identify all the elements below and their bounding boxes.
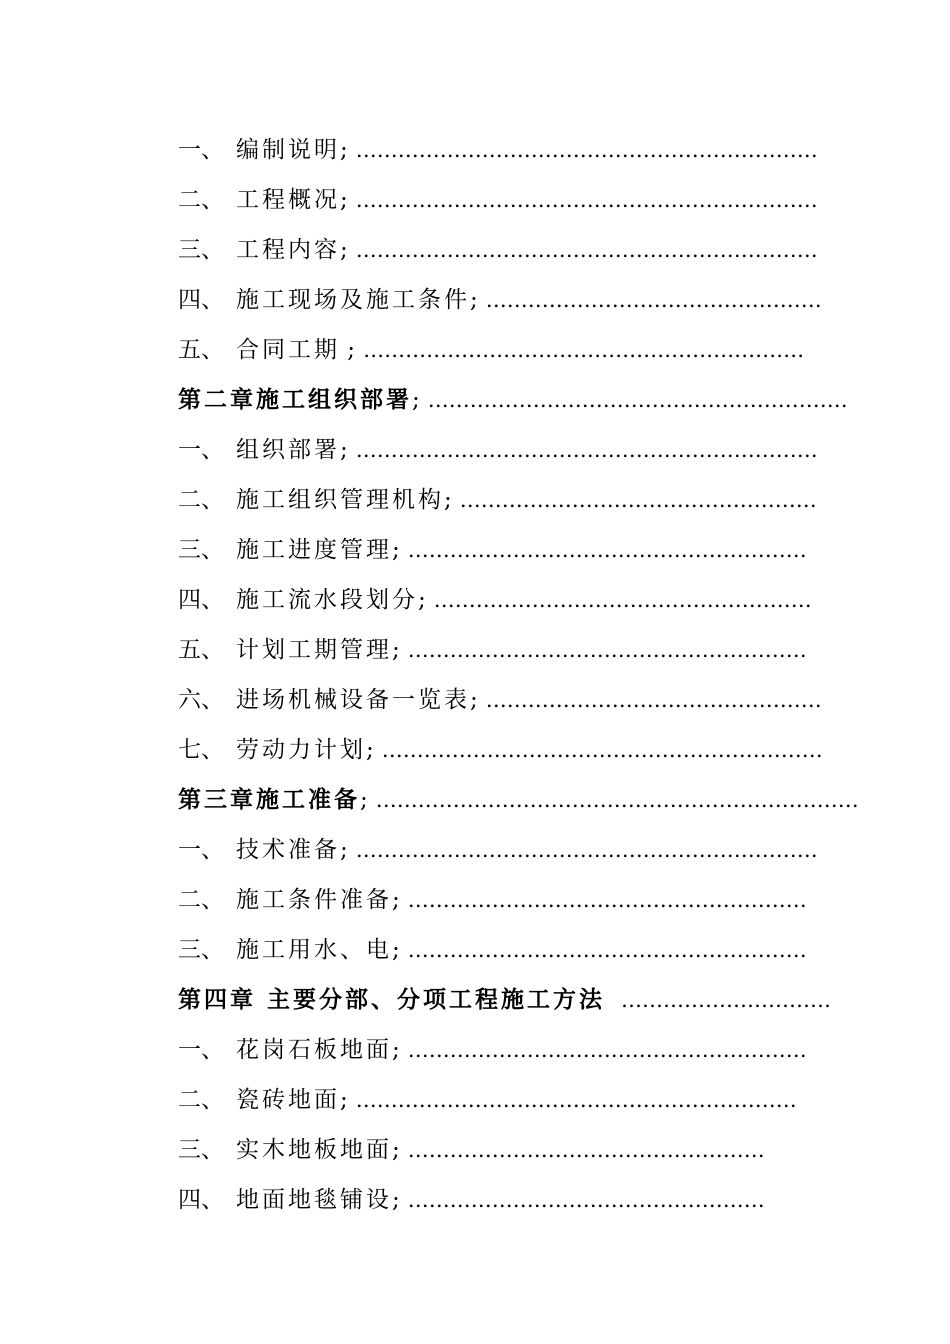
toc-entry-separator: ; [340,1087,348,1113]
toc-entry-number: 一、 [178,137,224,163]
toc-entry [178,678,822,728]
toc-entry-leader: ……………………………………………………… [363,338,805,362]
toc-entry-leader: ………………………………………………… [407,538,807,562]
toc-entry-title: 施工流水段划分 [236,587,418,613]
toc-entry-number: 五、 [178,637,224,663]
toc-entry [178,1028,807,1078]
toc-entry-separator: ; [392,1137,400,1163]
toc-entry-title: 施工用水、电 [236,937,392,963]
toc-entry [178,578,812,628]
toc-chapter-title: 第三章施工准备 [178,786,360,813]
toc-entry-separator: ; [340,237,348,263]
toc-entry-separator: ; [340,187,348,213]
toc-entry-number: 四、 [178,1187,224,1213]
toc-entry [178,178,818,228]
toc-entry-number: 六、 [178,687,224,713]
toc-entry-title: 工程概况 [236,187,340,213]
toc-entry-leader: ……………………………………………… [433,588,812,612]
toc-entry-leader: ………………………………………………… [407,888,807,912]
toc-entry-number: 二、 [178,1087,224,1113]
toc-entry-number: 一、 [178,837,224,863]
toc-entry [178,528,807,578]
toc-entry [178,1178,798,1228]
toc-entry-title: 施工组织管理机构 [236,487,444,513]
toc-entry-separator: ; [392,937,400,963]
toc-entry-title: 计划工期管理 [236,637,392,663]
toc-entry-leader: ………………………………………… [485,688,822,712]
toc-entry [178,128,818,178]
toc-entry-title: 合同工期 [236,337,340,363]
toc-entry-separator: ; [340,837,348,863]
toc-entry-separator: ; [340,437,348,463]
toc-entry-leader: ………………………………………………………… [355,138,818,162]
toc-entry-separator: ; [360,787,368,813]
toc-entry-title: 技术准备 [236,837,340,863]
toc-entry-leader: ………………………………………………………… [355,838,818,862]
toc-entry-leader: …………………………………………… [407,1138,765,1162]
toc-entry-leader: ………………………………………………… [407,1038,807,1062]
toc-entry-title: 劳动力计划 [236,737,366,763]
toc-entry-leader: ……………………………………………………… [381,738,823,762]
toc-chapter-heading [178,978,832,1028]
toc-entry-separator: ; [470,287,478,313]
toc-entry [178,278,822,328]
toc-entry-separator: ; [392,637,400,663]
toc-entry [178,878,807,928]
toc-entry-number: 三、 [178,237,224,263]
toc-entry-leader: ………………………………………………………… [355,438,818,462]
toc-entry-title: 组织部署 [236,437,340,463]
toc-entry-separator: ; [366,737,374,763]
toc-entry [178,828,818,878]
toc-chapter-heading [178,378,848,428]
toc-chapter-title: 第二章施工组织部署 [178,386,412,413]
toc-entry-leader: ………………………………………… [485,288,822,312]
toc-entry [178,628,807,678]
toc-entry-title: 瓷砖地面 [236,1087,340,1113]
toc-entry [178,428,818,478]
toc-entry-leader: …………………………………………… [407,1188,765,1212]
toc-entry [178,478,817,528]
toc-entry-separator: ; [412,387,420,413]
toc-entry-leader: …………………………………………… [459,488,817,512]
toc-entry-title: 施工进度管理 [236,537,392,563]
toc-entry-number: 三、 [178,937,224,963]
toc-entry-leader: ………………………………………………… [407,638,807,662]
toc-entry [178,928,807,978]
toc-entry-number: 五、 [178,337,224,363]
toc-entry [178,1078,798,1128]
toc-entry [178,328,805,378]
toc-entry-separator: ; [340,137,348,163]
toc-entry-number: 二、 [178,187,224,213]
toc-entry-separator: ; [392,537,400,563]
toc-entry-leader: ………………………… [621,988,832,1012]
toc-entry-title: 编制说明 [236,137,340,163]
toc-entry-title: 施工条件准备 [236,887,392,913]
toc-entry-number: 七、 [178,737,224,763]
toc-entry-separator: ; [392,887,400,913]
toc-entry [178,228,818,278]
toc-entry-separator: ; [392,1037,400,1063]
toc-entry-separator: ; [470,687,478,713]
toc-entry-number: 二、 [178,887,224,913]
toc-entry-number: 四、 [178,287,224,313]
toc-entry-leader: ………………………………………………………… [355,188,818,212]
toc-entry-number: 三、 [178,537,224,563]
toc-entry-leader: ………………………………………………… [407,938,807,962]
toc-entry-title: 工程内容 [236,237,340,263]
toc-entry-separator: ; [340,337,356,363]
toc-entry-leader: …………………………………………………………… [375,788,859,812]
toc-entry [178,728,823,778]
toc-entry-separator: ; [418,587,426,613]
toc-entry-title: 进场机械设备一览表 [236,687,470,713]
toc-entry-leader: …………………………………………………… [427,388,848,412]
toc-entry-separator: ; [444,487,452,513]
toc-entry-title: 地面地毯铺设 [236,1187,392,1213]
toc-entry-number: 一、 [178,437,224,463]
toc-entry-separator: ; [392,1187,400,1213]
table-of-contents [178,128,859,1228]
toc-entry-number: 三、 [178,1137,224,1163]
toc-entry-title: 施工现场及施工条件 [236,287,470,313]
toc-entry-number: 四、 [178,587,224,613]
toc-chapter-heading [178,778,859,828]
toc-entry-title: 花岗石板地面 [236,1037,392,1063]
toc-entry [178,1128,798,1178]
toc-entry-leader: ……………………………………………………… [355,1088,797,1112]
toc-entry-leader: ………………………………………………………… [355,238,818,262]
toc-entry-number: 二、 [178,487,224,513]
toc-chapter-title: 第四章 主要分部、分项工程施工方法 [178,986,606,1013]
toc-entry-title: 实木地板地面 [236,1137,392,1163]
toc-entry-number: 一、 [178,1037,224,1063]
